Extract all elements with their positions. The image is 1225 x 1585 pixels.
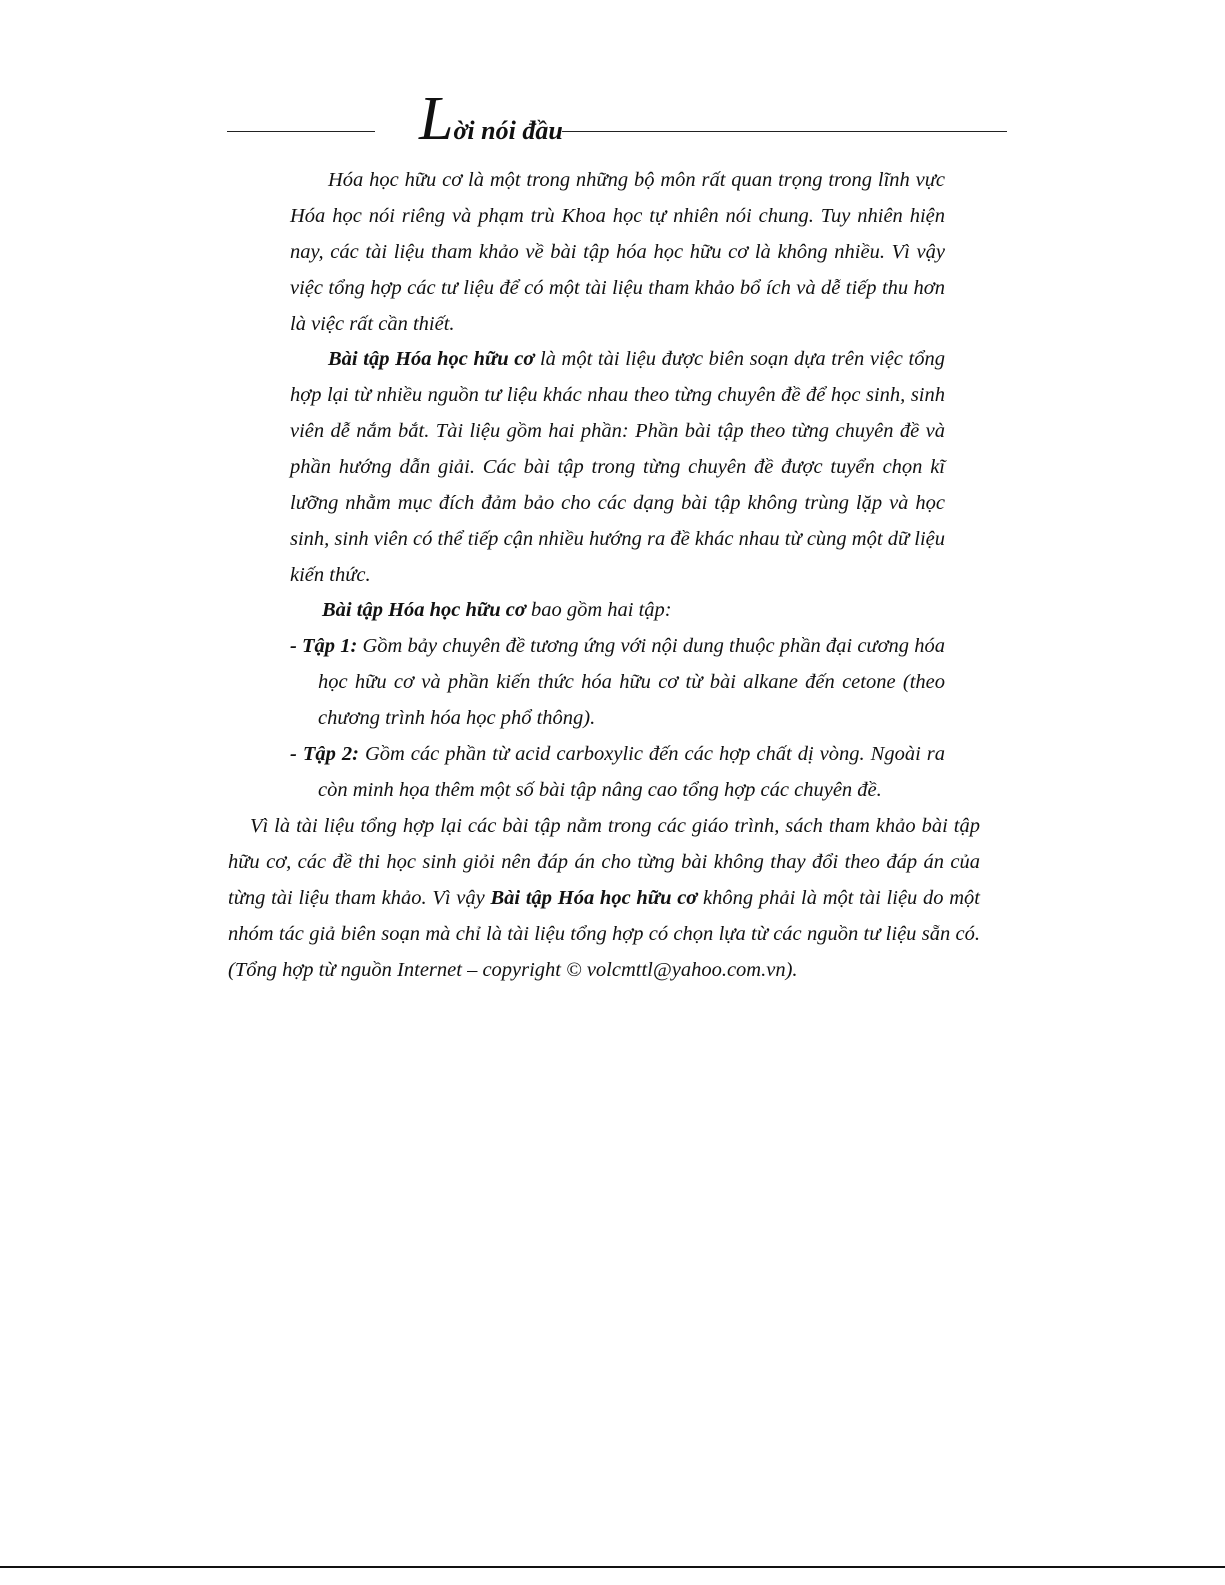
volume-1-text: Gồm bảy chuyên đề tương ứng với nội dung thuộc phần đại cương hóa học hữu cơ và phần kiến thức hóa hữu cơ từ bài alkane đến cetone (theo chương trình hóa học phổ thông). [318, 635, 945, 729]
intro-paragraph: Hóa học hữu cơ là một trong những bộ môn rất quan trọng trong lĩnh vực Hóa học nói riêng và phạm trù Khoa học tự nhiên nói chung. Tuy nhiên hiện nay, các tài liệu tham khảo về bài tập hóa học hữu cơ là không nhiều. Vì vậy việc tổng hợp các tư liệu để có một tài liệu tham khảo bổ ích và dễ tiếp thu hơn là việc rất cần thiết. [290, 169, 945, 335]
volume-item-1 [290, 628, 945, 736]
page-title [419, 85, 563, 153]
heading-rule-left [227, 131, 375, 132]
closing-text-after: không phải là một tài liệu do một nhóm tác giả biên soạn mà chỉ là tài liệu tổng hợp có chọn lựa từ các nguồn tư liệu sẵn có. (Tổng hợp từ nguồn Internet – copyright © volcmttl@yahoo.com.vn). [228, 887, 980, 981]
heading-row [227, 85, 1007, 158]
closing-paragraph [228, 808, 980, 988]
title-initial: L [419, 85, 454, 153]
title-rest: ời nói đầu [453, 116, 563, 145]
volume-item-2 [290, 736, 945, 808]
volume-2-label: - Tập 2: [290, 743, 359, 765]
volumes-intro-text: bao gồm hai tập: [525, 599, 672, 621]
page-bottom-rule [0, 1566, 1225, 1568]
closing-book-title: Bài tập Hóa học hữu cơ [490, 887, 698, 909]
description-paragraph [290, 341, 945, 593]
volumes-intro-book-title: Bài tập Hóa học hữu cơ [322, 599, 526, 621]
closing-text-before: Vì là tài liệu tổng hợp lại các bài tập nằm trong các giáo trình, sách tham khảo bài tập hữu cơ, các đề thi học sinh giỏi nên đáp án cho từng bài không thay đổi theo đáp án của từng tài liệu tham khảo. Vì vậy [228, 815, 980, 909]
volume-2-text: Gồm các phần từ acid carboxylic đến các hợp chất dị vòng. Ngoài ra còn minh họa thêm một số bài tập nâng cao tổng hợp các chuyên đề. [318, 743, 945, 801]
volume-1-label: - Tập 1: [290, 635, 358, 657]
volumes-intro-paragraph [322, 592, 922, 628]
description-text: là một tài liệu được biên soạn dựa trên việc tổng hợp lại từ nhiều nguồn tư liệu khác nhau theo từng chuyên đề để học sinh, sinh viên dễ nắm bắt. Tài liệu gồm hai phần: Phần bài tập theo từng chuyên đề và phần hướng dẫn giải. Các bài tập trong từng chuyên đề được tuyển chọn kĩ lưỡng nhằm mục đích đảm bảo cho các dạng bài tập không trùng lặp và học sinh, sinh viên có thể tiếp cận nhiều hướng ra đề khác nhau từ cùng một dữ liệu kiến thức. [290, 348, 945, 586]
description-book-title: Bài tập Hóa học hữu cơ [328, 348, 535, 370]
heading-rule-right [562, 131, 1007, 132]
